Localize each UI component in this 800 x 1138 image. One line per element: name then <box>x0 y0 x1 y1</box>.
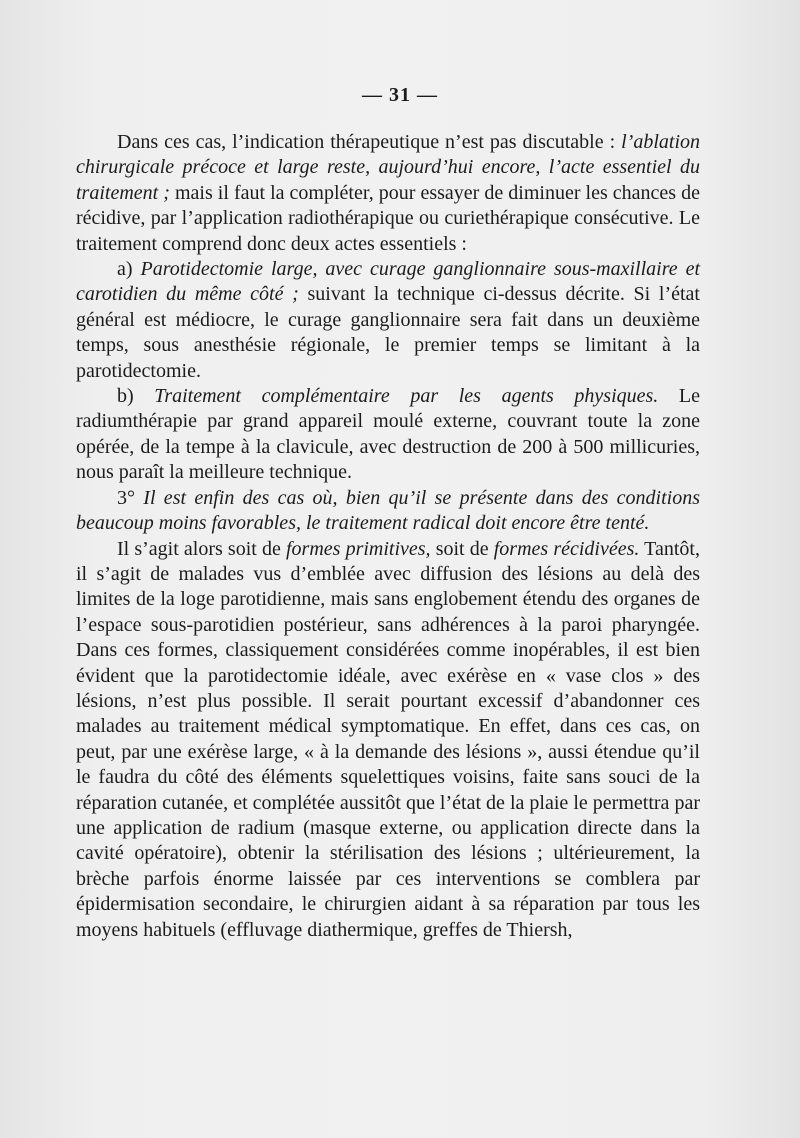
text-run: Le radiumthérapie par grand appareil moulé externe, couvrant toute la zone opérée, de la tempe à la clavicule, avec destruction de 200 à 500 millicuries, nous paraît la meilleure technique. <box>76 385 700 484</box>
paragraph-body <box>76 537 700 944</box>
text-run: 3° <box>117 486 144 509</box>
text-run: mais il faut la compléter, pour essayer de diminuer les chances de récidive, par l’application radiothérapique ou curiethérapique consécutive. Le traitement comprend donc deux actes essentiels : <box>76 181 701 255</box>
italic-text: Traitement complémentaire par les agents physiques. <box>154 385 659 408</box>
body-text <box>76 130 700 943</box>
text-run: Tantôt, il s’agit de malades vus d’emblée avec diffusion des lésions au delà des limites de la loge parotidienne, mais sans englobement étendu des organes de l’espace sous-parotidien postérieur, sans adhérences à la paroi pharyngée. Dans ces formes, classiquement considérées comme inopérables, il est bien évident que la parotidectomie idéale, avec exérèse en « vase clos » des lésions, n’est plus possible. Il serait pourtant excessif d’abandonner ces malades au traitement médical symptomatique. En effet, dans ces cas, on peut, par une exérèse large, « à la demande des lésions », aussi étendue qu’il le faudra du côté des éléments squelettiques voisins, faite sans souci de la réparation cutanée, et complétée aussitôt que l’état de la plaie le permettra par une application de radium (masque externe, ou application directe dans la cavité opératoire), obtenir la stérilisation des lésions ; ultérieurement, la brèche parfois énorme laissée par ces interventions se comblera par épidermisation secondaire, le chirurgien aidant à sa réparation par tous les moyens habituels (effluvage diathermique, greffes de Thiersh, <box>76 537 700 941</box>
text-run: Il s’agit alors soit de <box>117 537 286 560</box>
italic-text: formes primitives, <box>285 537 431 560</box>
italic-text: l’ablation chirurgicale précoce et large reste, aujourd’hui encore, l’acte essentiel du traitement ; <box>76 131 700 204</box>
paragraph-item-b <box>76 384 700 486</box>
paragraph-item-3 <box>76 486 700 537</box>
page-number: — 31 — <box>362 84 438 106</box>
text-run: Dans ces cas, l’indication thérapeutique n’est pas discutable : <box>117 131 622 153</box>
paragraph-item-a <box>76 257 700 384</box>
paragraph-intro <box>76 130 700 257</box>
italic-text: Il est enfin des cas où, bien qu’il se présente dans des conditions beaucoup moins favorables, le traitement radical doit encore être tenté. <box>76 486 700 535</box>
italic-text: Parotidectomie large, avec curage ganglionnaire sous-maxillaire et carotidien du même côté ; <box>76 258 700 306</box>
text-run: soit de <box>430 537 494 560</box>
italic-text: formes récidivées. <box>493 537 640 560</box>
text-run: b) <box>117 385 155 408</box>
text-run: suivant la technique ci-dessus décrite. Si l’état général est médiocre, le curage ganglionnaire sera fait dans un deuxième temps, sous anesthésie régionale, le premier temps se limitant à la parotidectomie. <box>76 283 700 382</box>
text-run: a) <box>117 258 141 281</box>
